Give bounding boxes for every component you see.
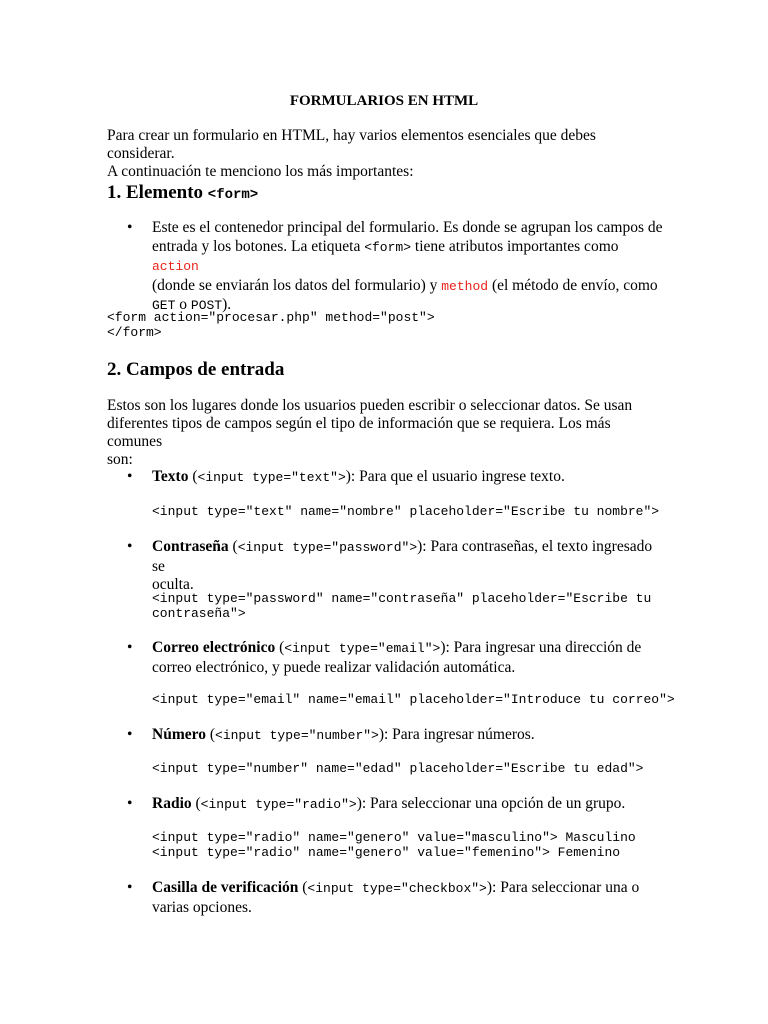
- s1-code-method: method: [441, 278, 489, 294]
- s2-intro-line-2: diferentes tipos de campos según el tipo de información que se requiera. Los más comunes: [107, 415, 611, 450]
- item-desc: ): Para que el usuario ingrese texto.: [345, 468, 565, 485]
- s1-t2: entrada y los botones. La etiqueta: [152, 237, 365, 255]
- list-item-radio: [152, 795, 667, 815]
- s1-line-2: [152, 238, 667, 277]
- example-code-contrasena: [152, 591, 651, 621]
- s1-code-get: GET: [152, 298, 176, 313]
- item-code: <input type="text">: [197, 470, 346, 485]
- item-code: <input type="number">: [215, 728, 379, 743]
- item-desc: ): Para contraseñas, el texto ingresado se: [152, 538, 653, 575]
- item-label: Texto: [152, 468, 189, 485]
- item-open: (: [298, 879, 308, 896]
- item-open: (: [191, 795, 201, 812]
- code-line: contraseña">: [152, 606, 246, 621]
- code-line: <input type="password" name="contraseña" placeholder="Escribe tu: [152, 591, 652, 606]
- s2-intro-line-1: Estos son los lugares donde los usuarios pueden escribir o seleccionar datos. Se usan: [107, 397, 633, 414]
- bullet-icon: •: [127, 795, 133, 812]
- s1-code-action: action: [152, 259, 199, 274]
- item-desc: ): Para seleccionar una opción de un grupo.: [356, 795, 626, 812]
- item-label: Contraseña: [152, 538, 229, 555]
- intro-line-2: A continuación te menciono los más importantes:: [107, 163, 414, 180]
- section-2-heading: 2. Campos de entrada: [107, 359, 285, 380]
- bullet-icon: •: [127, 538, 133, 555]
- section-1-heading: [107, 182, 258, 206]
- s2-intro-line-3: son:: [107, 451, 133, 468]
- item-open: (: [205, 726, 216, 743]
- section-2-intro: [107, 397, 667, 469]
- intro-paragraph: [107, 127, 667, 181]
- s1-t4: (donde se enviarán los datos del formulario) y: [152, 276, 442, 294]
- bullet-icon: •: [127, 726, 133, 743]
- code-line: <input type="text" name="nombre" placeholder="Escribe tu nombre">: [152, 504, 660, 519]
- item-desc-2: oculta.: [152, 576, 194, 593]
- bullet-icon: •: [127, 879, 133, 896]
- s1-line-1: Este es el contenedor principal del formulario. Es donde se agrupan los campos de: [152, 219, 663, 236]
- item-desc-2: correo electrónico, y puede realizar validación automática.: [152, 658, 516, 676]
- item-open: (: [275, 639, 285, 656]
- bullet-icon: •: [127, 468, 133, 485]
- example-code-texto: [152, 504, 659, 519]
- code-line: <input type="radio" name="genero" value="masculino"> Masculino: [152, 830, 636, 845]
- example-code-correo: [152, 692, 675, 707]
- item-code: <input type="radio">: [200, 797, 357, 812]
- s1-line-3: [152, 277, 667, 297]
- example-code-numero: [152, 761, 643, 776]
- section-1-heading-code: <form>: [207, 187, 259, 203]
- list-item-texto: [152, 468, 667, 488]
- code-line: <input type="radio" name="genero" value="femenino"> Femenino: [152, 845, 621, 860]
- code-line: <input type="email" name="email" placeholder="Introduce tu correo">: [152, 692, 675, 707]
- code-line: </form>: [107, 325, 162, 340]
- bullet-icon: •: [127, 219, 133, 236]
- example-code-radio: [152, 830, 636, 860]
- item-label: Correo electrónico: [152, 639, 276, 656]
- item-desc: ): Para ingresar una dirección de: [440, 639, 642, 656]
- section-1-code-block: [107, 310, 435, 340]
- item-label: Casilla de verificación: [152, 879, 299, 896]
- item-open: (: [228, 538, 238, 555]
- list-item-contrasena: [152, 538, 667, 595]
- item-desc: ): Para seleccionar una o: [486, 879, 640, 896]
- list-item-checkbox: [152, 879, 667, 917]
- s1-code-form: <form>: [364, 239, 412, 255]
- s1-t5: (el método de envío, como: [488, 276, 658, 294]
- bullet-icon: •: [127, 639, 133, 656]
- s1-code-post: POST: [190, 298, 223, 313]
- item-code: <input type="password">: [237, 540, 418, 555]
- document-title: FORMULARIOS EN HTML: [289, 93, 479, 109]
- item-label: Radio: [152, 795, 192, 812]
- item-desc-2: varias opciones.: [152, 898, 252, 916]
- code-line: <form action="procesar.php" method="post">: [107, 310, 435, 325]
- s1-t6: o: [175, 296, 191, 313]
- item-open: (: [188, 468, 198, 485]
- s1-t3: tiene atributos importantes como: [411, 237, 619, 255]
- item-label: Número: [152, 726, 206, 743]
- intro-line-1: Para crear un formulario en HTML, hay varios elementos esenciales que debes considerar.: [107, 127, 596, 162]
- section-1-heading-text: 1. Elemento: [107, 182, 208, 203]
- s1-t7: ).: [222, 296, 232, 313]
- item-code: <input type="email">: [284, 641, 441, 656]
- section-1-bullet-text: [152, 219, 667, 316]
- list-item-correo: [152, 639, 667, 677]
- list-item-numero: [152, 726, 667, 746]
- item-desc: ): Para ingresar números.: [378, 726, 535, 743]
- item-code: <input type="checkbox">: [307, 881, 487, 896]
- code-line: <input type="number" name="edad" placeholder="Escribe tu edad">: [152, 761, 644, 776]
